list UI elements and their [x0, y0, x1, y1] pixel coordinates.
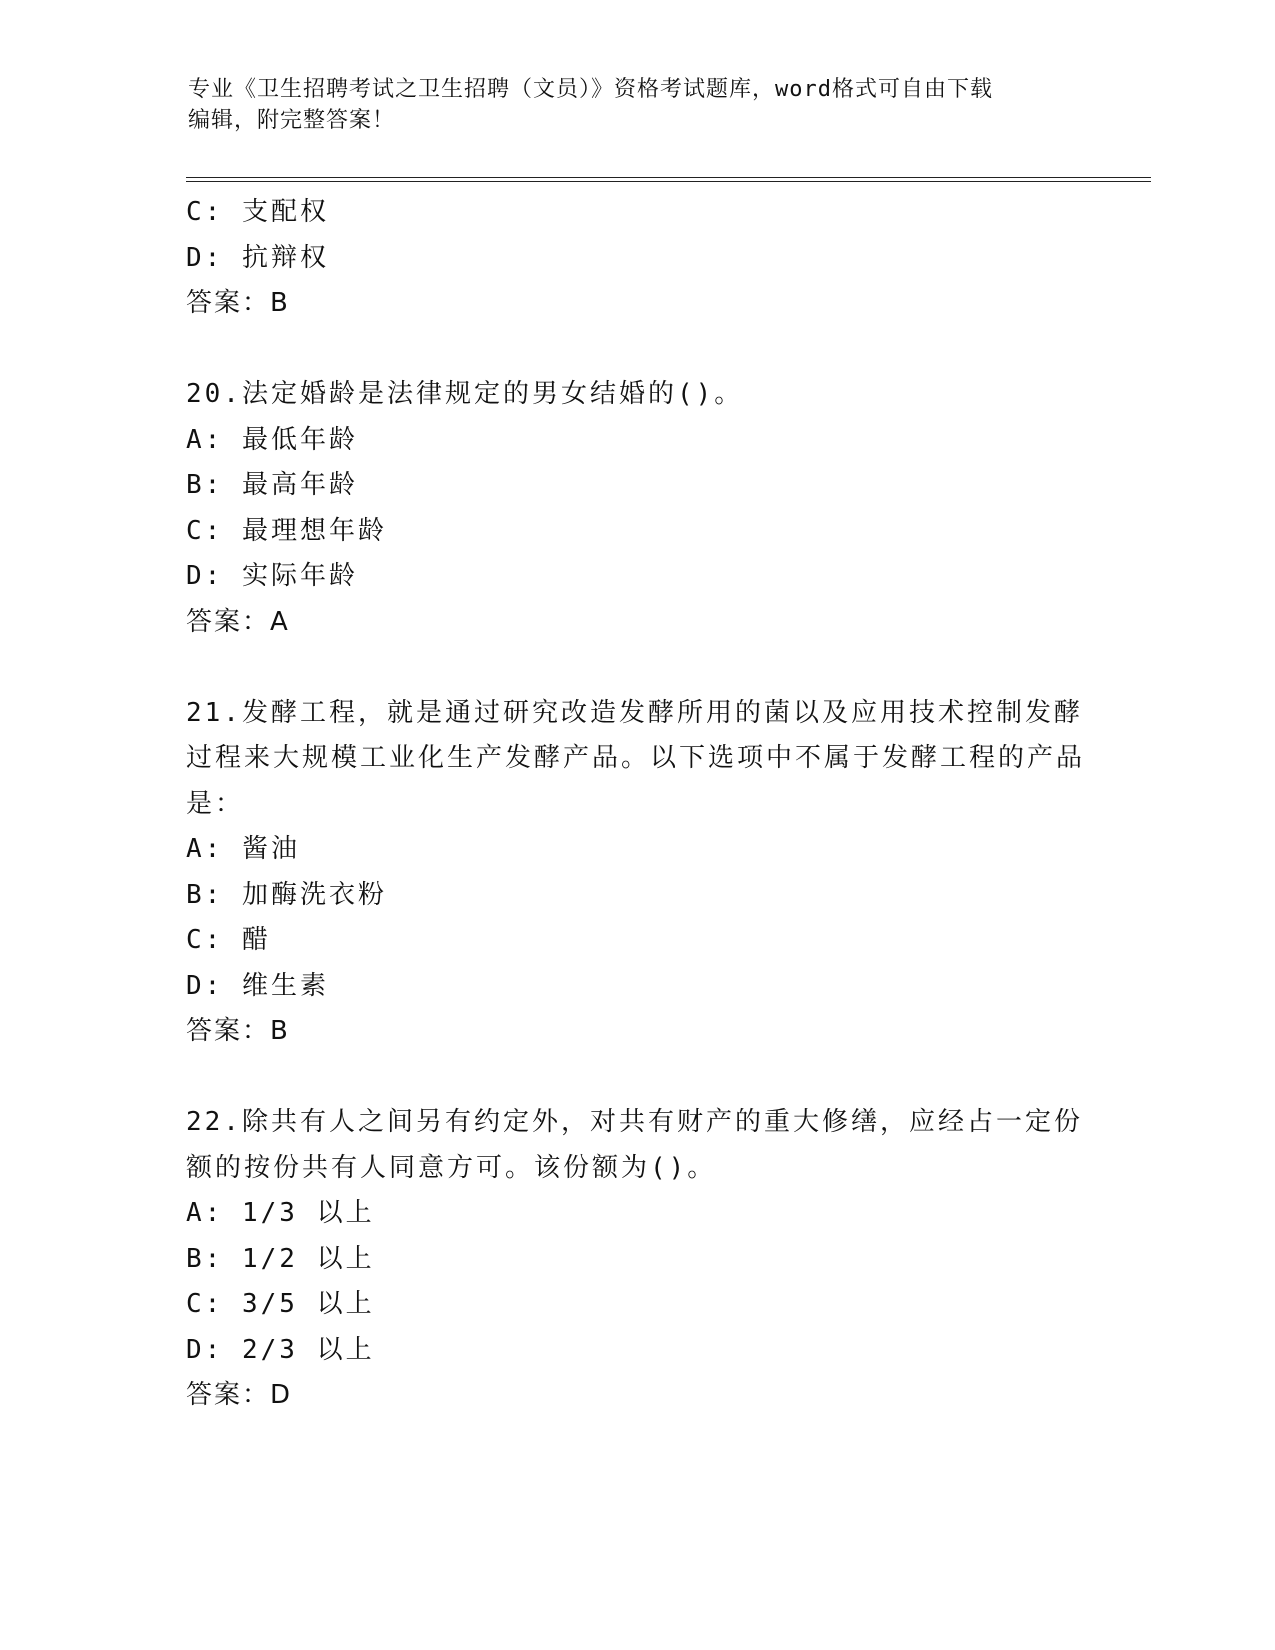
partial-question [186, 190, 1086, 327]
option-c: C: 3/5 以上 [186, 1289, 375, 1319]
question-list [186, 190, 1086, 1419]
option-d: D: 实际年龄 [186, 561, 358, 591]
option-a: A: 酱油 [186, 834, 300, 864]
option-b: B: 1/2 以上 [186, 1243, 375, 1274]
header-rule-top [186, 177, 1151, 178]
answer-line: 答案：B [186, 288, 290, 318]
option-d: D: 抗辩权 [186, 242, 329, 273]
answer-line: 答案：D [186, 1380, 293, 1410]
question-text: 22.除共有人之间另有约定外，对共有财产的重大修缮，应经占一定份额的按份共有人同意方可。该份额为()。 [186, 1107, 1083, 1183]
option-b: B: 最高年龄 [186, 470, 358, 500]
option-c: C: 最理想年龄 [186, 515, 387, 546]
question-20 [186, 372, 1086, 645]
question-21 [186, 691, 1086, 1055]
document-header: 专业《卫生招聘考试之卫生招聘（文员）》资格考试题库，word格式可自由下载 编辑，附完整答案！ [188, 77, 993, 133]
header-rule-bottom [186, 181, 1151, 182]
option-a: A: 1/3 以上 [186, 1198, 375, 1228]
option-d: D: 维生素 [186, 970, 329, 1001]
question-text: 20.法定婚龄是法律规定的男女结婚的()。 [186, 379, 744, 409]
option-b: B: 加酶洗衣粉 [186, 879, 387, 910]
option-c: C: 支配权 [186, 197, 329, 227]
answer-line: 答案：A [186, 606, 290, 637]
answer-line: 答案：B [186, 1016, 290, 1046]
question-text: 21.发酵工程，就是通过研究改造发酵所用的菌以及应用技术控制发酵过程来大规模工业化生产发酵产品。以下选项中不属于发酵工程的产品是： [186, 697, 1086, 819]
option-d: D: 2/3 以上 [186, 1334, 375, 1365]
question-22 [186, 1100, 1086, 1419]
option-c: C: 醋 [186, 925, 271, 955]
option-a: A: 最低年龄 [186, 424, 358, 455]
